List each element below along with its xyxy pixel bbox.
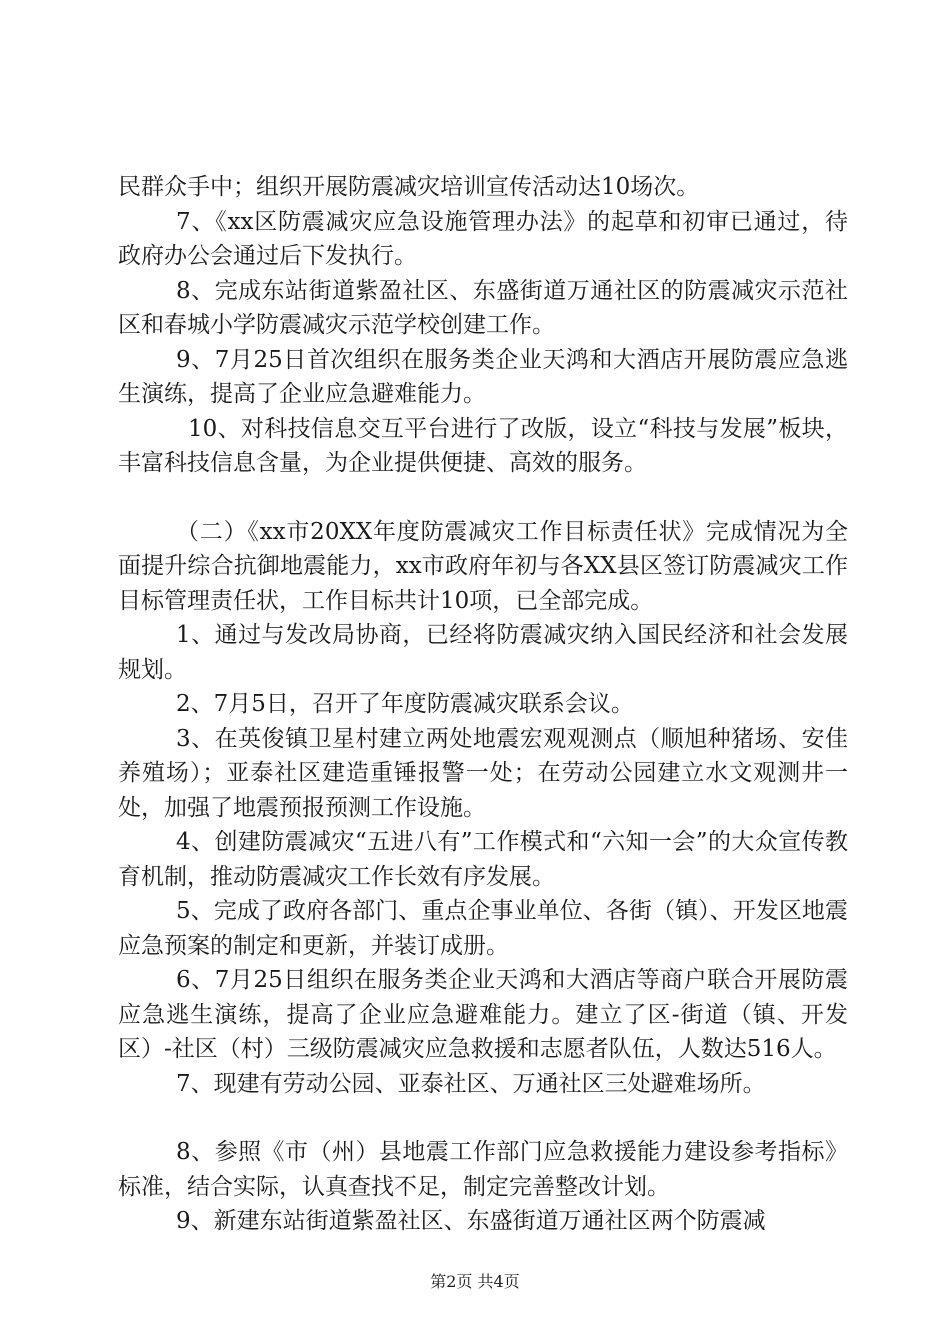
paragraph-task-3: 3、在英俊镇卫星村建立两处地震宏观观测点（顺旭种猪场、安佳养殖场）；亚泰社区建造重锤报警一处；在劳动公园建立水文观测井一处，加强了地震预报预测工作设施。 (118, 725, 848, 821)
paragraph-item-7: 7、《xx区防震减灾应急设施管理办法》的起草和初审已通过，待政府办公会通过后下发执行。 (118, 208, 848, 269)
paragraph-task-6: 6、7月25日组织在服务类企业天鸿和大酒店等商户联合开展防震应急逃生演练，提高了企业应急避难能力。建立了区-街道（镇、开发区）-社区（村）三级防震减灾应急救援和志愿者队伍，人数达516人。 (118, 967, 848, 1062)
section-heading-2: （二）《xx市20XX年度防震减灾工作目标责任状》完成情况为全面提升综合抗御地震能力，xx市政府年初与各XX县区签订防震减灾工作目标管理责任状，工作目标共计10项，已全部完成。 (118, 518, 848, 614)
paragraph-task-2: 2、7月5日，召开了年度防震减灾联系会议。 (176, 691, 634, 717)
paragraph-task-5: 5、完成了政府各部门、重点企事业单位、各街（镇）、开发区地震应急预案的制定和更新，并装订成册。 (118, 898, 848, 959)
paragraph-task-4: 4、创建防震减灾“五进八有”工作模式和“六知一会”的大众宣传教育机制，推动防震减灾工作长效有序发展。 (118, 829, 848, 890)
paragraph-item-9: 9、7月25日首次组织在服务类企业天鸿和大酒店开展防震应急逃生演练，提高了企业应急避难能力。 (118, 346, 848, 407)
paragraph-task-7: 7、现建有劳动公园、亚泰社区、万通社区三处避难场所。 (176, 1070, 766, 1097)
paragraph-item-10: 10、对科技信息交互平台进行了改版，设立“科技与发展”板块，丰富科技信息含量，为企业提供便捷、高效的服务。 (118, 415, 848, 476)
paragraph-continuation: 民群众手中；组织开展防震减灾培训宣传活动达10场次。 (118, 174, 700, 200)
paragraph-task-9: 9、新建东站街道紫盈社区、东盛街道万通社区两个防震减 (176, 1208, 766, 1234)
document-body (118, 170, 848, 1239)
paragraph-task-8: 8、参照《市（州）县地震工作部门应急救援能力建设参考指标》标准，结合实际，认真查找不足，制定完善整改计划。 (118, 1139, 848, 1200)
page-number-footer: 第2页 共4页 (430, 1272, 520, 1291)
paragraph-item-8: 8、完成东站街道紫盈社区、东盛街道万通社区的防震减灾示范社区和春城小学防震减灾示范学校创建工作。 (118, 277, 848, 338)
paragraph-task-1: 1、通过与发改局协商，已经将防震减灾纳入国民经济和社会发展规划。 (118, 622, 848, 683)
